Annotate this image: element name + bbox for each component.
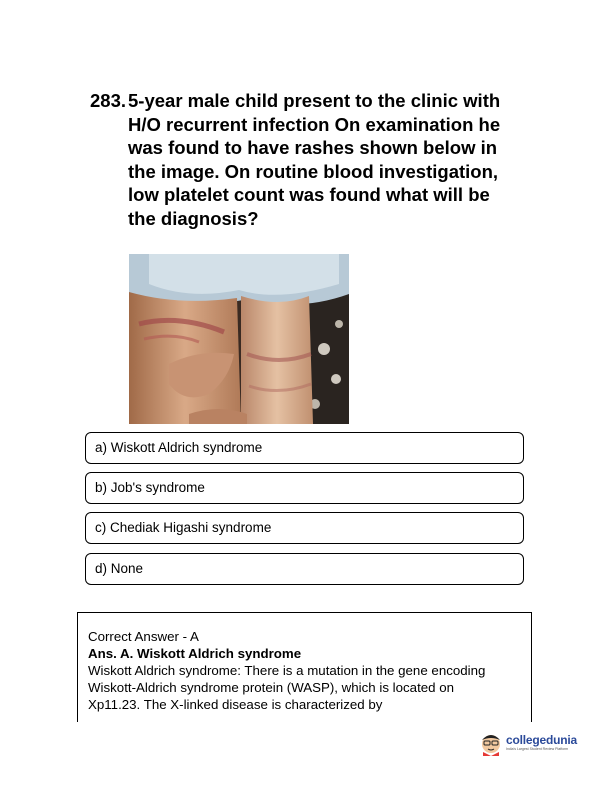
option-c[interactable]: c) Chediak Higashi syndrome	[85, 512, 524, 544]
option-d[interactable]: d) None	[85, 553, 524, 585]
question	[90, 89, 520, 230]
answer-line-1: Wiskott Aldrich syndrome: There is a mutation in the gene encoding	[88, 663, 486, 678]
question-number: 283.	[90, 90, 127, 111]
answer-box	[77, 612, 532, 722]
option-a[interactable]: a) Wiskott Aldrich syndrome	[85, 432, 524, 464]
answer-line-2: Wiskott-Aldrich syndrome protein (WASP), which is located on	[88, 680, 455, 695]
collegedunia-logo	[480, 728, 600, 758]
logo-tagline: India's Largest Student Review Platform	[506, 747, 569, 751]
question-text: 5-year male child present to the clinic with H/O recurrent infection On examination he was found to have rashes shown below in the image. On routine blood investigation, low platelet count was found what will be the diagnosis?	[128, 90, 501, 229]
correct-answer: Correct Answer - A	[88, 629, 199, 644]
logo-brand: collegedunia	[506, 733, 577, 747]
clinical-photo	[129, 254, 349, 424]
answer-line-3: Xp11.23. The X-linked disease is characterized by	[88, 697, 383, 712]
answer-title: Ans. A. Wiskott Aldrich syndrome	[88, 646, 302, 661]
option-b[interactable]: b) Job's syndrome	[85, 472, 524, 504]
mascot-icon	[480, 730, 502, 756]
